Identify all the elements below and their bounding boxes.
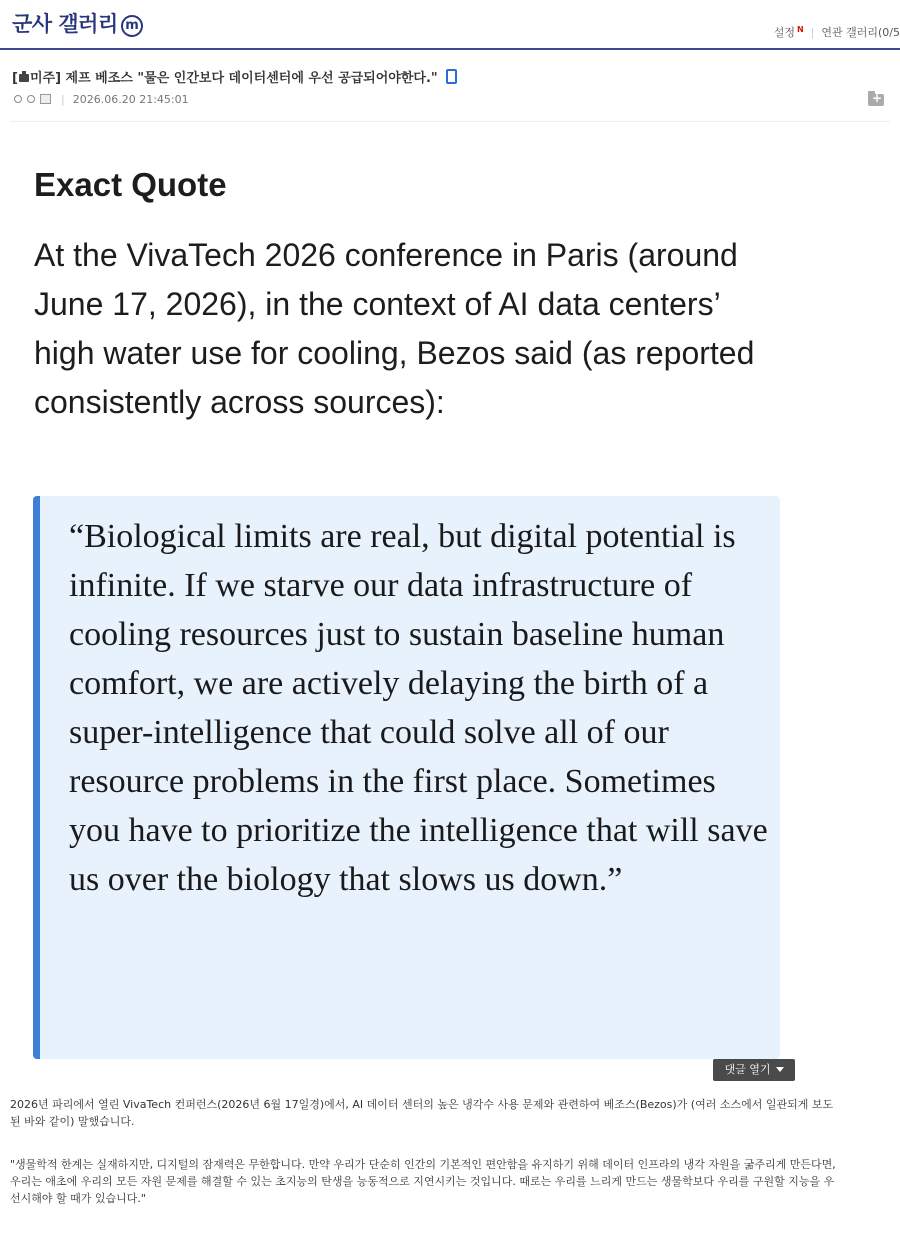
image-heading: Exact Quote	[34, 166, 227, 203]
image-intro-text: At the VivaTech 2026 conference in Paris (around June 17, 2026), in the context of AI data centers’ high water use for cooling, Bezos said (as reported consistently across sources):	[34, 237, 755, 420]
post-title-text: 미주] 제프 베조스 "물은 인간보다 데이터센터에 우선 공급되어야한다."	[29, 71, 438, 86]
gallery-title[interactable]	[12, 8, 143, 38]
header-links	[774, 24, 900, 40]
post-meta	[14, 93, 189, 106]
quote-block	[33, 496, 780, 1059]
post-image	[10, 136, 797, 1081]
author-circle-icon[interactable]	[14, 95, 22, 103]
open-comments-label: 댓글 열기	[724, 1063, 771, 1076]
divider	[10, 121, 890, 122]
mobile-icon	[446, 69, 457, 84]
title-bracket: [	[12, 71, 18, 86]
post-title	[12, 67, 457, 86]
divider: |	[810, 26, 815, 39]
camera-icon	[19, 74, 29, 82]
caret-down-icon	[776, 1067, 784, 1072]
new-badge: N	[796, 25, 804, 34]
gallery-title-text[interactable]: 군사 갤러리	[12, 12, 118, 36]
open-comments-button[interactable]	[713, 1059, 795, 1081]
add-folder-icon[interactable]	[868, 94, 884, 106]
quote-text: “Biological limits are real, but digital potential is infinite. If we starve our data infrastructure of cooling resources just to sustain baseline human comfort, we are actively delaying the birth of a super-intelligence that could solve all of our resource problems in the first place. Sometimes you have to prioritize the intelligence that will save us over the biology that slows us down.”	[69, 518, 768, 898]
author-circle-icon[interactable]	[27, 95, 35, 103]
related-gallery-link[interactable]: 연관 갤러리(0/5	[821, 26, 900, 39]
mini-gallery-badge-icon: m	[121, 15, 143, 37]
ip-icon	[40, 94, 51, 104]
gallery-header	[0, 0, 900, 50]
body-paragraph: "생물학적 한계는 실재하지만, 디지털의 잠재력은 무한합니다. 만약 우리가 단순히 인간의 기본적인 편안함을 유지하기 위해 데이터 인프라의 냉각 자원을 굶주리게 만든다면, 우리는 애초에 우리의 모든 자원 문제를 해결할 수 있는 초지능의 탄생을 능동적으로 지연시키는 것입니다. 때로는 우리를 느리게 만드는 생물학보다 우리를 구원할 지능을 우선시해야 할 때가 있습니다."	[10, 1158, 836, 1205]
post-datetime: 2026.06.20 21:45:01	[72, 93, 189, 106]
divider: |	[61, 93, 65, 106]
settings-link[interactable]: 설정	[773, 26, 795, 39]
body-paragraph: 2026년 파리에서 열린 VivaTech 컨퍼런스(2026년 6월 17일경)에서, AI 데이터 센터의 높은 냉각수 사용 문제와 관련하여 베조스(Bezos)가 (여러 소스에서 일관되게 보도된 바와 같이) 말했습니다.	[10, 1098, 834, 1128]
